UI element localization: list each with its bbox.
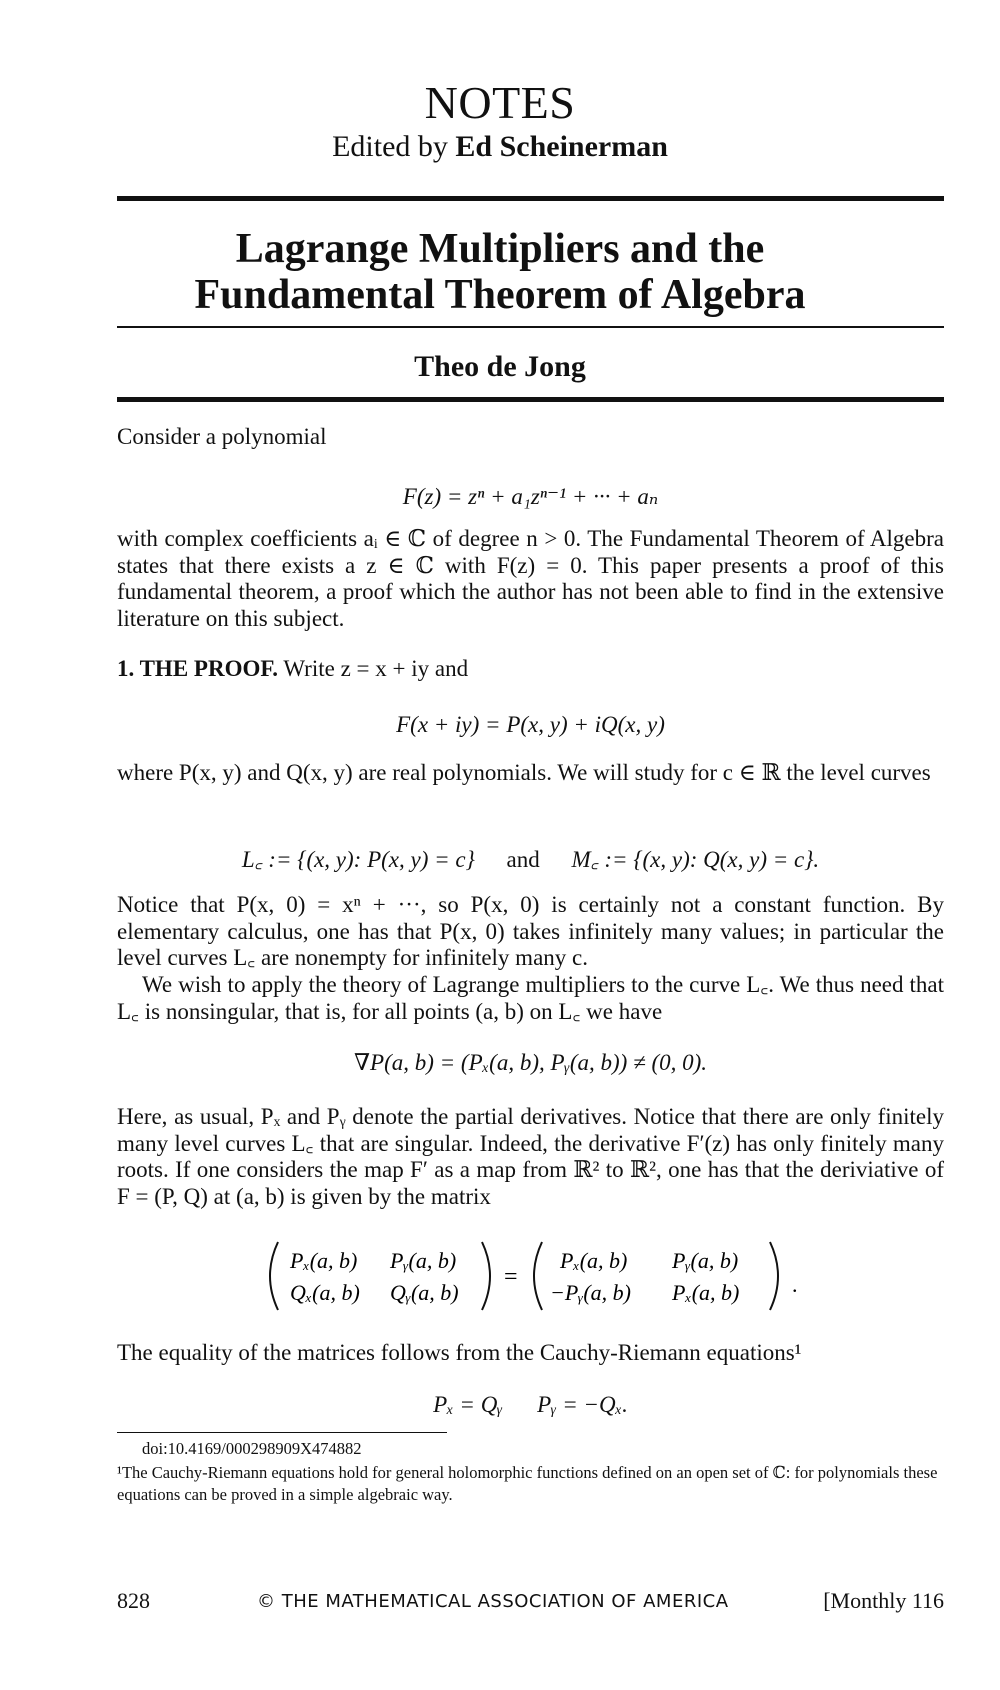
copyright-notice: © THE MATHEMATICAL ASSOCIATION OF AMERICA — [257, 1591, 729, 1612]
left-matrix-cell: Qₓ(a, b) — [290, 1280, 360, 1305]
right-matrix-open-paren — [534, 1242, 542, 1310]
level-curve-and: and — [506, 847, 540, 872]
title-thin-rule — [117, 326, 944, 328]
author-name: Theo de Jong — [414, 350, 586, 383]
paragraph-lagrange: We wish to apply the theory of Lagrange multipliers to the curve L꜀. We thus need that L꜀ is nonsingular, that is, for all points (a, b) on L꜀ we have — [117, 972, 944, 1024]
right-matrix-cell: −Pᵧ(a, b) — [550, 1280, 632, 1305]
split-equation: F(x + iy) = P(x, y) + iQ(x, y) — [396, 712, 665, 737]
edited-prefix: Edited by — [332, 130, 448, 163]
cauchy-riemann-equations: Pₓ = Qᵧ Pᵧ = −Qₓ. — [433, 1392, 628, 1417]
derivative-matrix-equation — [260, 1238, 820, 1314]
editor-name: Ed Scheinerman — [455, 130, 668, 163]
paragraph-theorem: with complex coefficients aᵢ ∈ ℂ of degree n > 0. The Fundamental Theorem of Algebra states that there exists a z ∈ ℂ with F(z) = 0. This paper presents a proof of this fundamental theorem, a proof which the author has not been able to find in the extensive literature on this subject. — [117, 526, 944, 631]
article-title — [0, 226, 1000, 318]
matrix-equals: = — [504, 1264, 518, 1290]
polynomial-equation: F(z) = zⁿ + a₁zⁿ⁻¹ + ··· + aₙ — [402, 484, 659, 509]
matrix-period: . — [792, 1272, 798, 1297]
section-text: Write z = x + iy and — [283, 656, 469, 681]
left-matrix-open-paren — [270, 1242, 278, 1310]
left-matrix-close-paren — [482, 1242, 490, 1310]
section-title: NOTES — [424, 77, 576, 128]
page-number: 828 — [117, 1588, 150, 1613]
paragraph-partials: Here, as usual, Pₓ and Pᵧ denote the partial derivatives. Notice that there are only finitely many level curves L꜀ that are singular. Indeed, the derivative F′(z) has only finitely many roots. If one considers the map F′ as a map from ℝ² to ℝ², one has that the deriviative of F = (P, Q) at (a, b) is given by the matrix — [117, 1104, 944, 1209]
paragraph-cauchy-riemann: The equality of the matrices follows from the Cauchy-Riemann equations¹ — [117, 1340, 802, 1365]
paragraph-notice: Notice that P(x, 0) = xⁿ + ···, so P(x, 0) is certainly not a constant function. By elementary calculus, one has that P(x, 0) takes infinitely many values; in particular the level curves L꜀ are nonempty for infinitely many c. — [117, 892, 944, 970]
right-matrix-cell: Pₓ(a, b) — [672, 1280, 740, 1305]
gradient-equation: ∇P(a, b) = (Pₓ(a, b), Pᵧ(a, b)) ≠ (0, 0). — [353, 1050, 708, 1075]
section-line — [117, 656, 944, 683]
right-matrix-close-paren — [770, 1242, 778, 1310]
left-matrix-cell: Pᵧ(a, b) — [390, 1248, 457, 1273]
article-title-line2: Fundamental Theorem of Algebra — [194, 272, 806, 318]
section-heading: 1. THE PROOF. — [117, 656, 279, 681]
footnote-1: ¹The Cauchy-Riemann equations hold for general holomorphic functions defined on an open set of ℂ: for polynomials these equations can be proved in a simple algebraic way. — [117, 1463, 938, 1504]
level-curves-equation — [117, 842, 944, 874]
left-matrix-cell: Pₓ(a, b) — [290, 1248, 358, 1273]
matrix-svg — [260, 1238, 820, 1314]
editor-line — [0, 130, 1000, 164]
doi-line: doi:10.4169/000298909X474882 — [142, 1439, 362, 1458]
intro-text: Consider a polynomial — [117, 424, 327, 449]
top-thick-rule — [117, 196, 944, 201]
level-curve-L: L꜀ := {(x, y): P(x, y) = c} — [241, 847, 475, 872]
right-matrix-cell: Pₓ(a, b) — [560, 1248, 628, 1273]
left-matrix-cell: Qᵧ(a, b) — [390, 1280, 459, 1305]
right-matrix-cell: Pᵧ(a, b) — [672, 1248, 739, 1273]
author-thick-rule — [117, 397, 944, 402]
footnote-rule — [117, 1432, 447, 1433]
article-title-line1: Lagrange Multipliers and the — [235, 226, 765, 272]
paragraph-level-curves: where P(x, y) and Q(x, y) are real polynomials. We will study for c ∈ ℝ the level curves — [117, 760, 931, 785]
journal-reference: [Monthly 116 — [823, 1588, 944, 1613]
level-curve-M: M꜀ := {(x, y): Q(x, y) = c}. — [571, 847, 820, 872]
